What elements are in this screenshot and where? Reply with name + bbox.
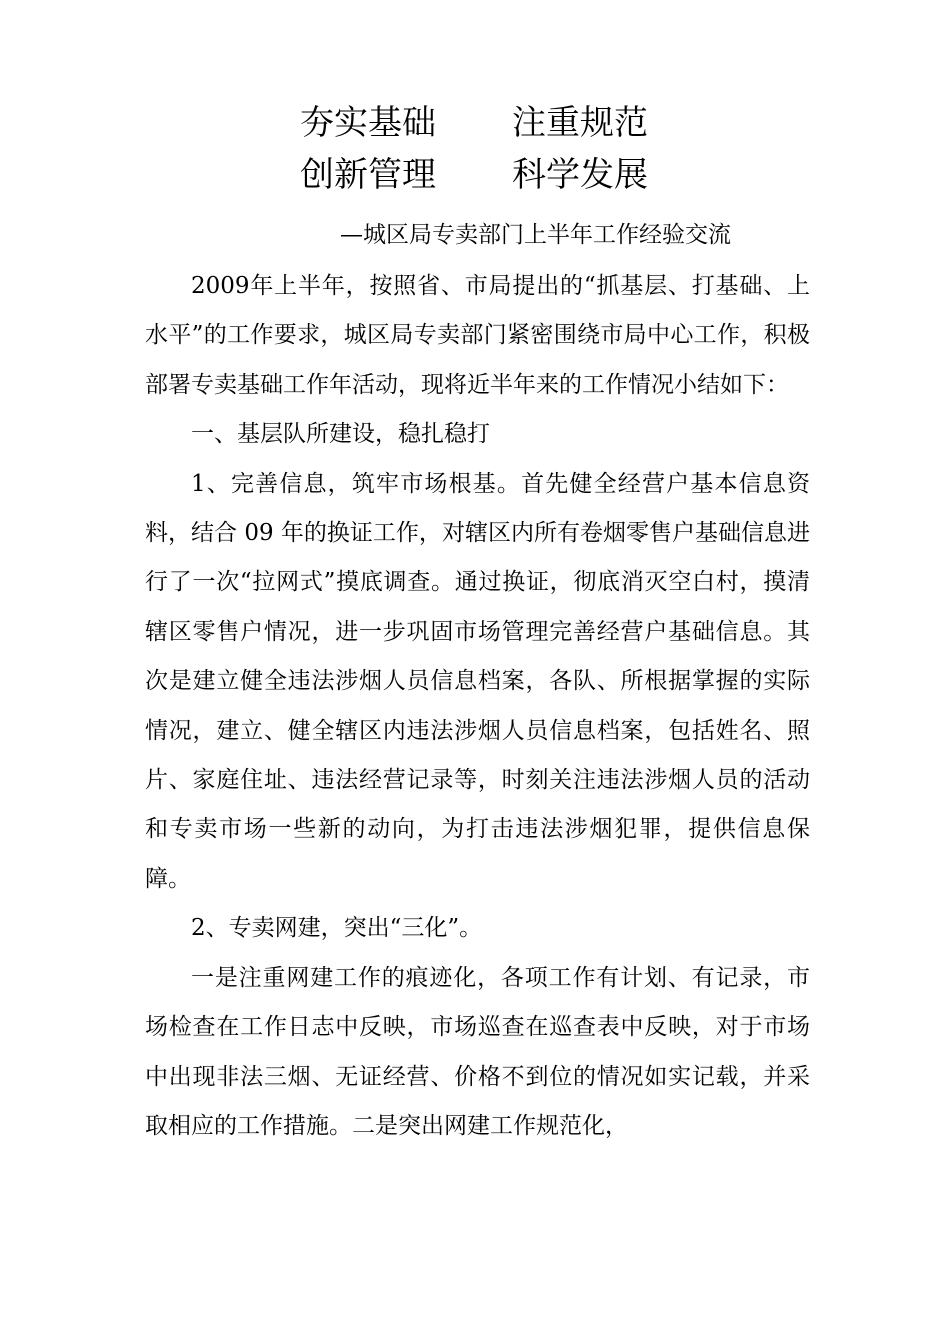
title-phrase-4: 科学发展 xyxy=(512,155,648,195)
paragraph-item-2-heading: 2、专卖网建，突出“三化”。 xyxy=(191,915,483,942)
section-heading-1: 一、基层队所建设，稳扎稳打 xyxy=(191,421,490,448)
paragraph-item-1: 1、完善信息，筑牢市场根基。首先健全经营户基本信息资料，结合 09 年的换证工作，对辖区内所有卷烟零售户基础信息进行了一次“拉网式”摸底调查。通过换证，彻底消灭空白村，摸清辖区零售户情况，进一步巩固市场管理完善经营户基础信息。其次是建立健全违法涉烟人员信息档案，各队、所根据掌握的实际情况，建立、健全辖区内违法涉烟人员信息档案，包括姓名、照片、家庭住址、违法经营记录等，时刻关注违法涉烟人员的活动和专卖市场一些新的动向，为打击违法涉烟犯罪，提供信息保障。 xyxy=(145,470,810,892)
title-phrase-1: 夯实基础 xyxy=(300,103,436,143)
body-text xyxy=(145,262,810,1151)
title-line-1 xyxy=(300,98,740,148)
subtitle: —城区局专卖部门上半年工作经验交流 xyxy=(340,222,731,248)
paragraph-intro: 2009年上半年，按照省、市局提出的“抓基层、打基础、上水平”的工作要求，城区局专卖部门紧密围绕市局中心工作，积极部署专卖基础工作年活动，现将近半年来的工作情况小结如下： xyxy=(145,273,810,398)
title-phrase-3: 创新管理 xyxy=(300,155,436,195)
title-line-2 xyxy=(300,150,740,200)
title-phrase-2: 注重规范 xyxy=(512,103,648,143)
paragraph-item-2-body: 一是注重网建工作的痕迹化，各项工作有计划、有记录，市场检查在工作日志中反映，市场巡查在巡查表中反映，对于市场中出现非法三烟、无证经营、价格不到位的情况如实记载，并采取相应的工作措施。二是突出网建工作规范化， xyxy=(145,964,810,1139)
